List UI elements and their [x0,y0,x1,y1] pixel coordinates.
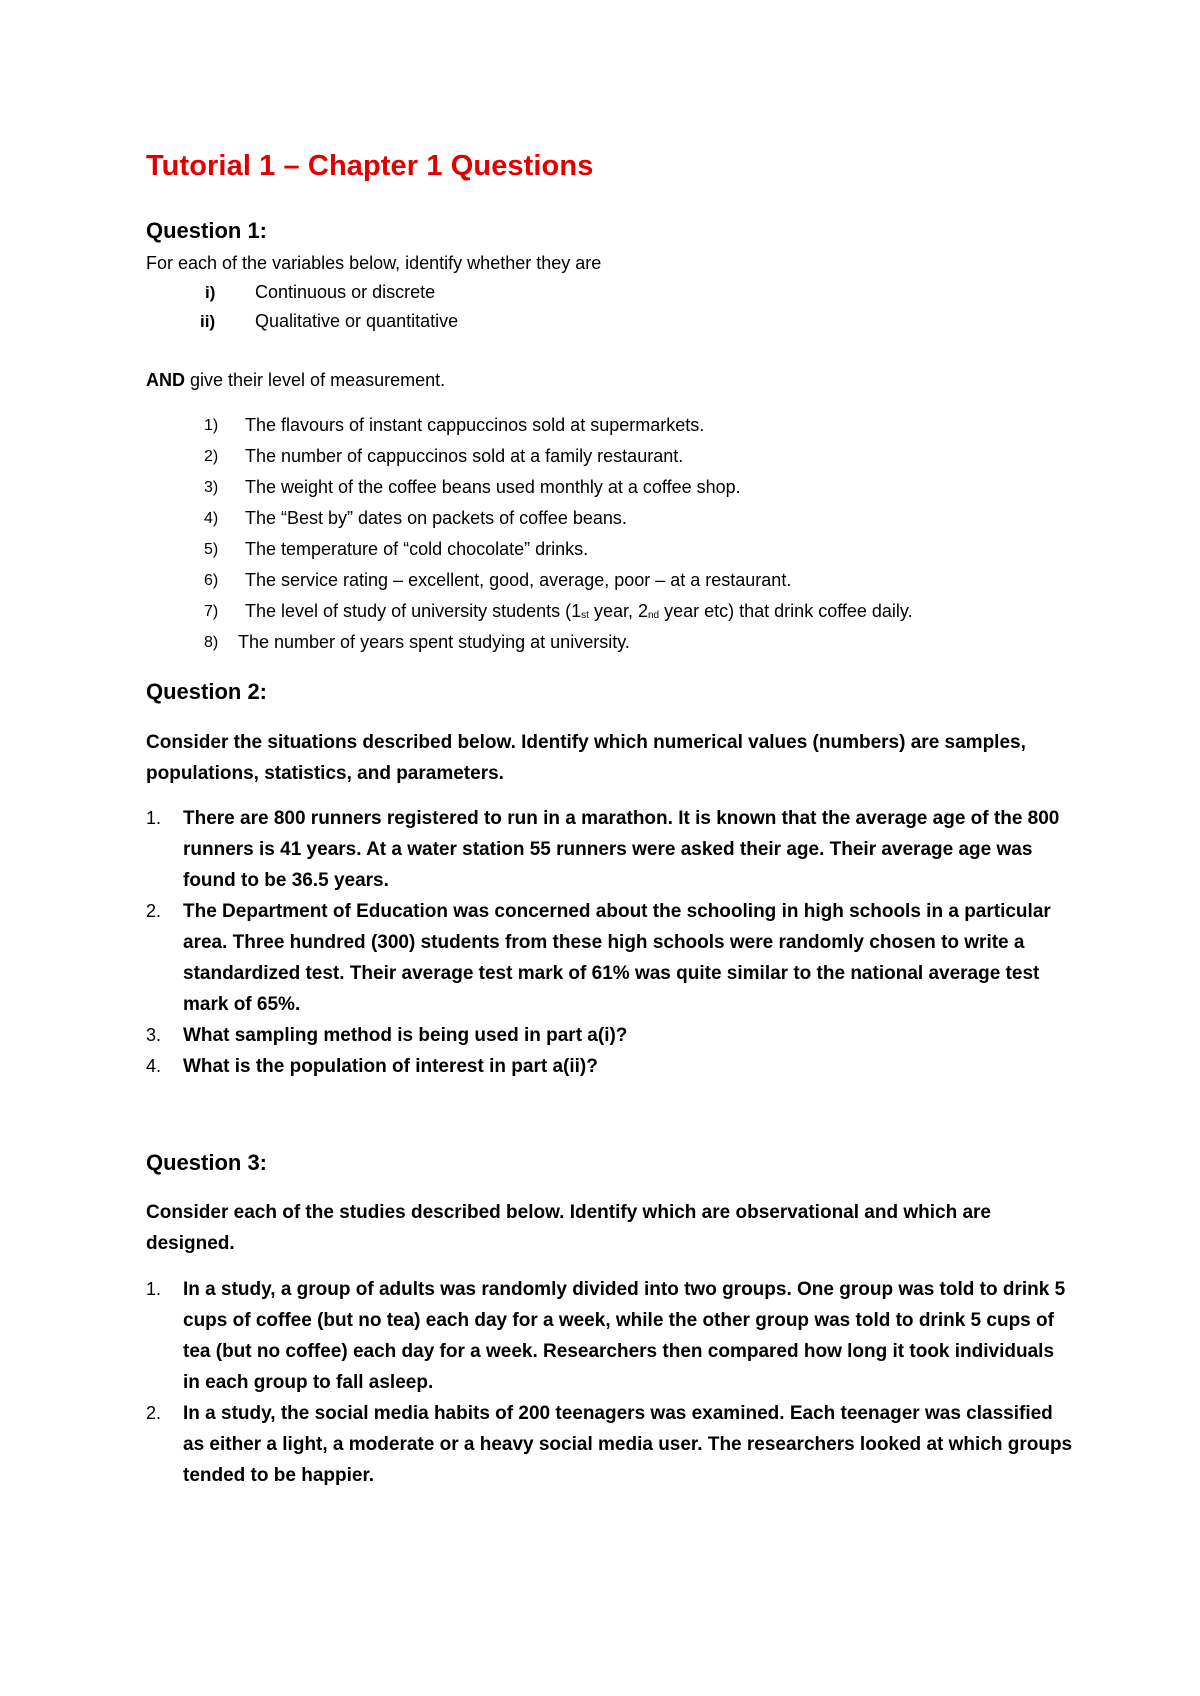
list-item-marker: 3) [204,479,219,496]
list-item [146,1274,1076,1398]
list-item-marker: 3. [146,1025,162,1045]
and-label: AND [146,370,185,390]
list-item-text: The “Best by” dates on packets of coffee beans. [245,508,627,528]
list-item-text: What is the population of interest in part a(ii)? [183,1056,598,1077]
sub-item-text: Qualitative or quantitative [255,311,459,331]
list-item-text: In a study, a group of adults was randomly divided into two groups. One group was told to drink 5 cups of coffee (but no tea) each day for a week, while the other group was told to drink 5 cups of tea (but no coffee) each day for a week. Researchers then compared how long it took individuals in each group to fall asleep. [183,1279,1066,1393]
superscript-st: st [581,610,589,621]
list-item-marker: 4) [204,510,219,527]
list-item-marker: 2. [146,901,162,921]
measurement-text: give their level of measurement. [185,370,446,390]
superscript-nd: nd [648,610,660,621]
list-item-text: The weight of the coffee beans used monthly at a coffee shop. [245,477,741,497]
list-item-text: There are 800 runners registered to run in a marathon. It is known that the average age of the 800 runners is 41 years. At a water station 55 runners were asked their age. Their average age was found to be 36.5 years. [183,808,1060,891]
list-item-marker: 5) [204,541,219,558]
question-3-intro: Consider each of the studies described below. Identify which are observational and which are designed. [146,1202,991,1254]
list-item [146,803,1076,896]
list-item [146,896,1076,1020]
list-item [146,1051,1076,1082]
list-item-text: The number of cappuccinos sold at a family restaurant. [245,446,684,466]
list-item-marker: 2. [146,1403,162,1423]
list-item-marker: 4. [146,1056,162,1076]
list-item [146,1020,1076,1051]
list-item-marker: 6) [204,572,219,589]
list-item-marker: 1. [146,1279,162,1299]
list-item-text: In a study, the social media habits of 200 teenagers was examined. Each teenager was classified as either a light, a moderate or a heavy social media user. The researchers looked at which groups tended to be happier. [183,1403,1073,1486]
list-item-text: The flavours of instant cappuccinos sold at supermarkets. [245,415,705,435]
list-item-text: The temperature of “cold chocolate” drinks. [245,539,589,559]
question-2-intro: Consider the situations described below. Identify which numerical values (numbers) are samples, populations, statistics, and parameters. [146,732,1026,784]
text-part: year etc) that drink coffee daily. [659,601,913,621]
list-item-marker: 1) [204,417,219,434]
list-item-marker: 2) [204,448,219,465]
list-item-text: What sampling method is being used in part a(i)? [183,1025,628,1046]
list-item [146,1398,1076,1491]
question-1-heading: Question 1: [146,218,268,243]
sub-item-text: Continuous or discrete [255,282,436,302]
list-item-text: The number of years spent studying at university. [238,632,630,652]
question-3-heading: Question 3: [146,1150,268,1175]
question-2-heading: Question 2: [146,679,268,704]
question-1-intro: For each of the variables below, identify whether they are [146,253,602,273]
document-title: Tutorial 1 – Chapter 1 Questions [146,150,594,182]
list-item-text: The service rating – excellent, good, average, poor – at a restaurant. [245,570,792,590]
sub-item-marker: i) [205,283,216,302]
list-item-marker: 1. [146,808,162,828]
question-3-list [146,1274,1076,1491]
list-item-text: The Department of Education was concerned about the schooling in high schools in a particular area. Three hundred (300) students from these high schools were randomly chosen to write a standardized test. Their average test mark of 61% was quite similar to the national average test mark of 65%. [183,901,1051,1015]
list-item-text [245,596,913,631]
text-part: year, 2 [588,601,648,621]
sub-item-marker: ii) [200,312,216,331]
measurement-instruction [146,365,445,396]
list-item-marker: 8) [204,634,219,651]
question-2-list [146,803,1076,1082]
text-part: The level of study of university students (1 [245,601,582,621]
list-item-marker: 7) [204,603,219,620]
